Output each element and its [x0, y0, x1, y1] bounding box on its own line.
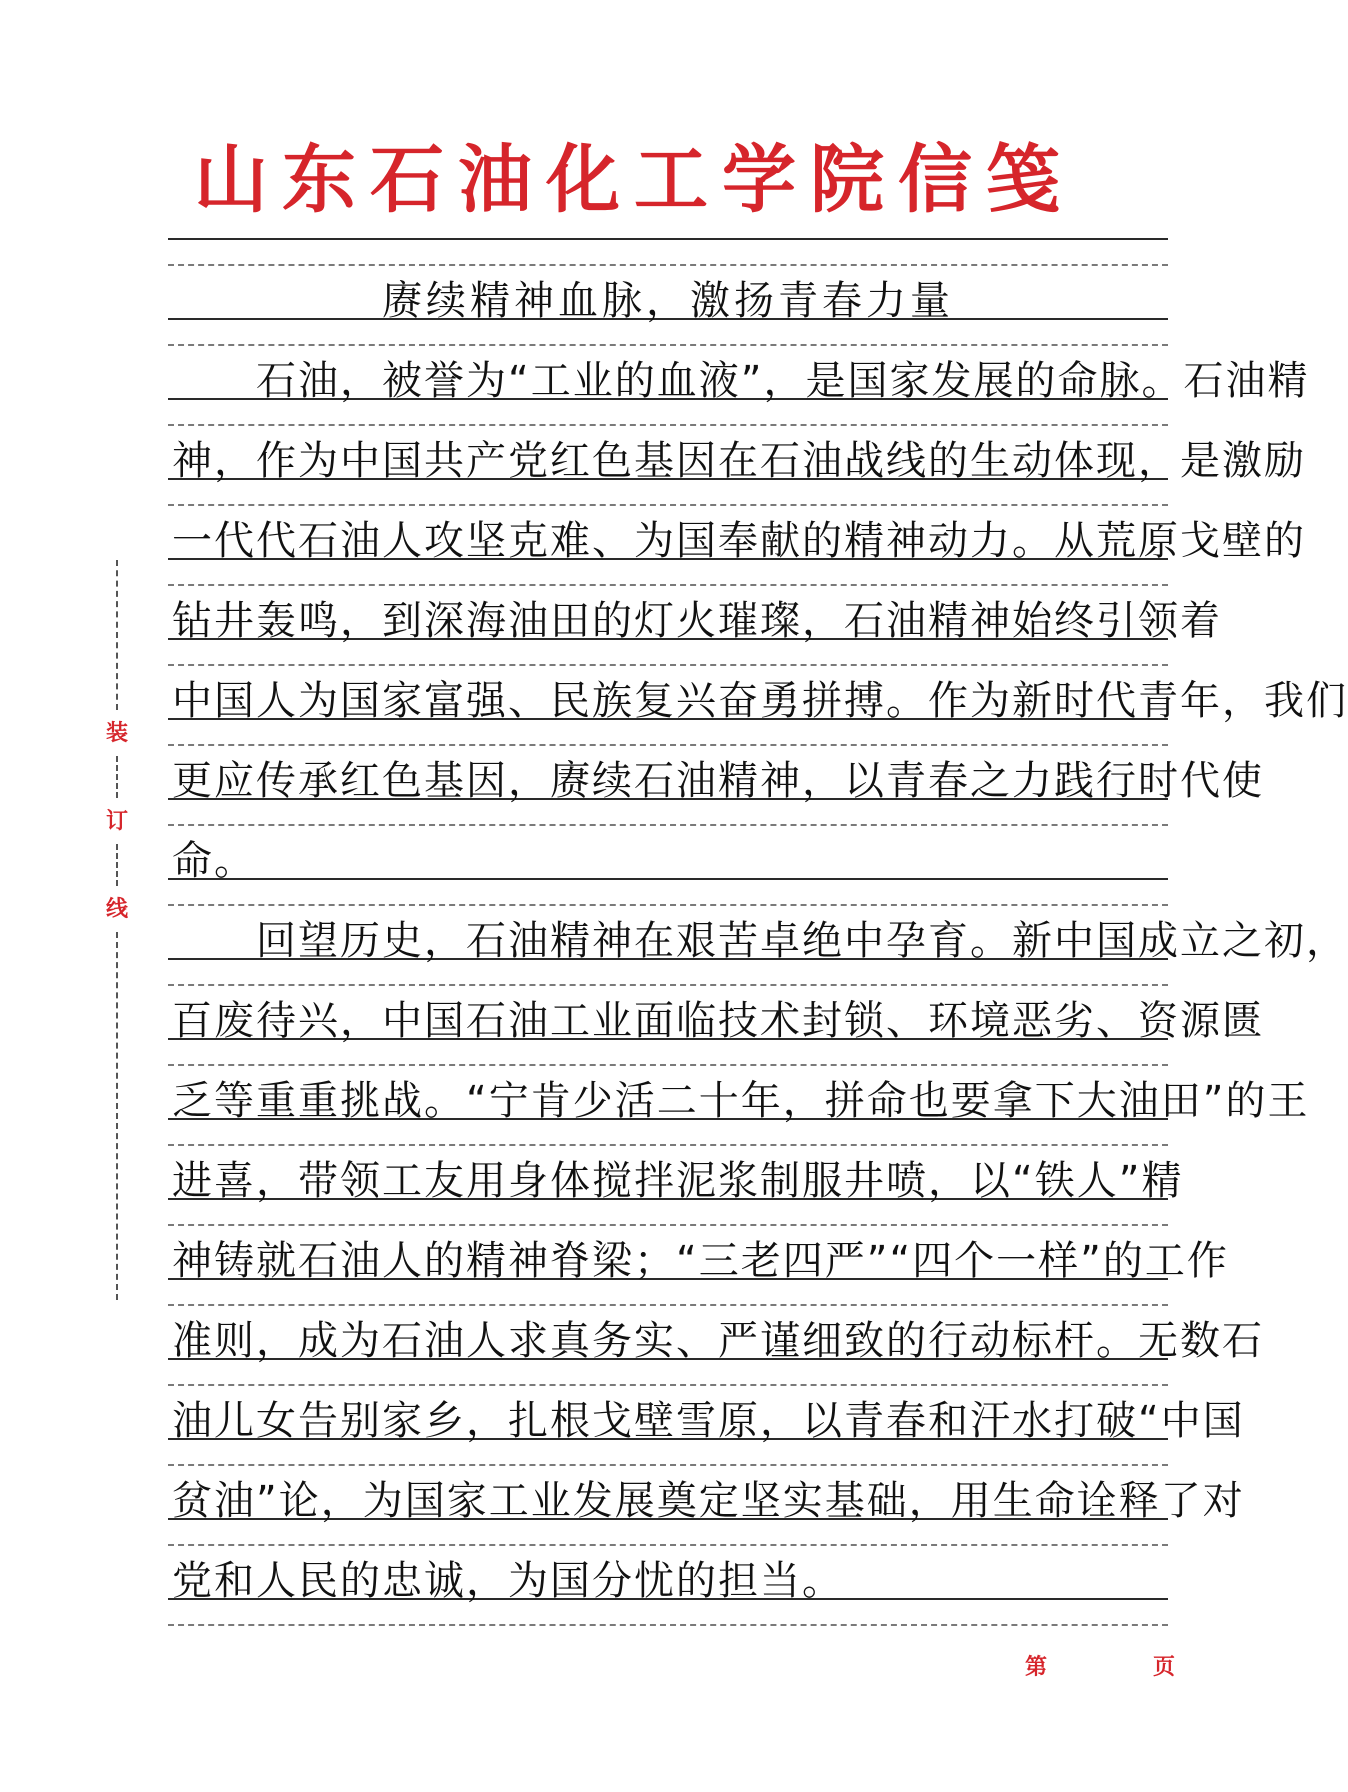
binding-char-xian: 线	[92, 894, 142, 924]
essay-title: 赓续精神血脉，激扬青春力量	[382, 278, 954, 324]
rule-dash	[168, 1064, 1168, 1066]
rule-dash	[168, 584, 1168, 586]
rule-dash	[168, 904, 1168, 906]
binding-dashed-line	[116, 560, 118, 710]
essay-line: 命。	[172, 838, 256, 884]
binding-dashed-line	[116, 932, 118, 1300]
rule-dash	[168, 744, 1168, 746]
essay-line: 中国人为国家富强、民族复兴奋勇拼搏。作为新时代青年，我们	[172, 678, 1348, 724]
essay-line: 更应传承红色基因，赓续石油精神，以青春之力践行时代使	[172, 758, 1264, 804]
rule-dash	[168, 824, 1168, 826]
rule-dash	[168, 664, 1168, 666]
essay-line: 进喜，带领工友用身体搅拌泥浆制服井喷，以“铁人”精	[172, 1158, 1184, 1204]
page-number-label	[1025, 1650, 1175, 1681]
binding-char-zhuang: 装	[92, 718, 142, 748]
rule-dash	[168, 1224, 1168, 1226]
binding-dashed-line	[116, 756, 118, 798]
essay-line: 准则，成为石油人求真务实、严谨细致的行动标杆。无数石	[172, 1318, 1264, 1364]
rule-dash	[168, 1464, 1168, 1466]
rule-dash	[168, 504, 1168, 506]
rule-dash	[168, 1384, 1168, 1386]
rule-dash	[168, 984, 1168, 986]
letterhead-title: 山东石油化工学院信笺	[194, 137, 1074, 223]
essay-line: 神，作为中国共产党红色基因在石油战线的生动体现，是激励	[172, 438, 1306, 484]
binding-char-ding: 订	[92, 806, 142, 836]
binding-dashed-line	[116, 844, 118, 886]
page-suffix: 页	[1152, 1654, 1175, 1680]
essay-line: 一代代石油人攻坚克难、为国奉献的精神动力。从荒原戈壁的	[172, 518, 1306, 564]
rule-dash	[168, 264, 1168, 266]
rule-dash	[168, 1544, 1168, 1546]
rule-solid	[168, 238, 1168, 240]
page-prefix: 第	[1025, 1654, 1048, 1680]
rule-dash	[168, 1624, 1168, 1626]
binding-margin	[92, 560, 142, 1300]
essay-line: 神铸就石油人的精神脊梁；“三老四严”“四个一样”的工作	[172, 1238, 1229, 1284]
essay-line: 乏等重重挑战。“宁肯少活二十年，拼命也要拿下大油田”的王	[172, 1078, 1310, 1124]
rule-dash	[168, 344, 1168, 346]
essay-line: 贫油”论，为国家工业发展奠定坚实基础，用生命诠释了对	[172, 1478, 1245, 1524]
rule-dash	[168, 1144, 1168, 1146]
essay-line: 百废待兴，中国石油工业面临技术封锁、环境恶劣、资源匮	[172, 998, 1264, 1044]
rule-dash	[168, 1304, 1168, 1306]
essay-line: 回望历史，石油精神在艰苦卓绝中孕育。新中国成立之初，	[172, 918, 1348, 964]
essay-line: 党和人民的忠诚，为国分忧的担当。	[172, 1558, 844, 1604]
rule-dash	[168, 424, 1168, 426]
essay-line: 石油，被誉为“工业的血液”，是国家发展的命脉。石油精	[172, 358, 1310, 404]
essay-line: 钻井轰鸣，到深海油田的灯火璀璨，石油精神始终引领着	[172, 598, 1222, 644]
essay-line: 油儿女告别家乡，扎根戈壁雪原，以青春和汗水打破“中国	[172, 1398, 1245, 1444]
